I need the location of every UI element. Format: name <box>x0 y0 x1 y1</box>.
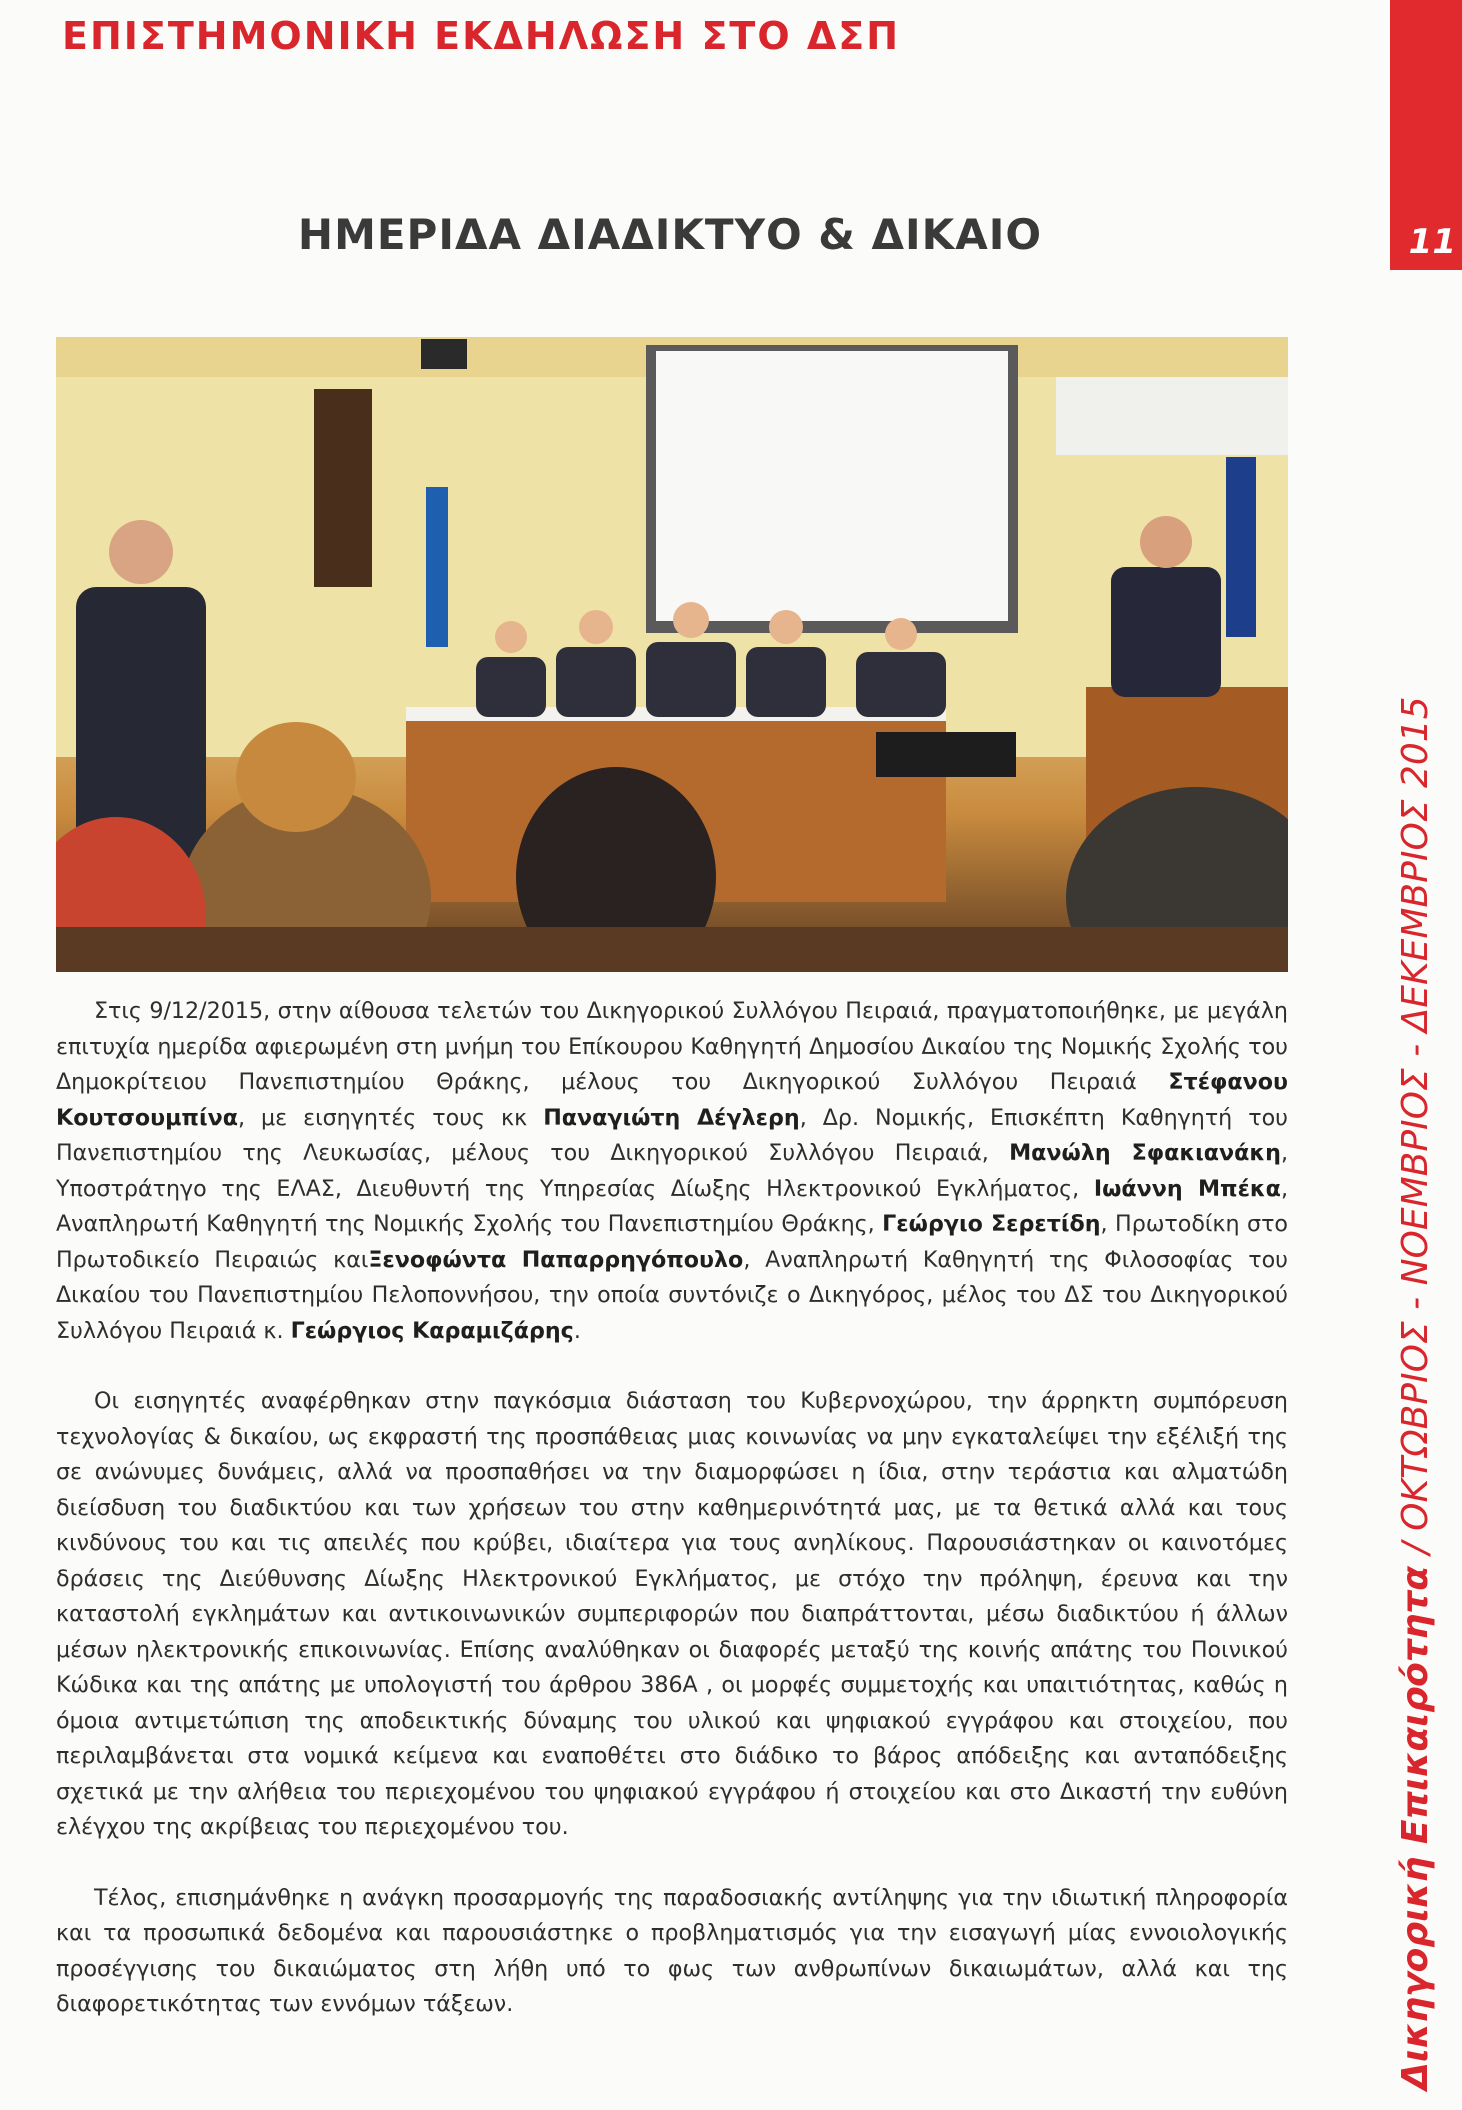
event-photo <box>56 337 1288 972</box>
p1-text-1: Στις 9/12/2015, στην αίθουσα τελετών του Δικηγορικού Συλλόγου Πειραιά, πραγματοποιήθηκε, με μεγάλη επιτυχία ημερίδα αφιερωμένη στη μνήμη του Επίκουρου Καθηγητή Δημοσίου Δικαίου της Νομικής Σχολής του Δημοκρίτειου Πανεπιστημίου Θράκης, μέλους του Δικηγορικού Συλλόγου Πειραιά <box>56 998 1288 1095</box>
paragraph-3: Τέλος, επισημάνθηκε η ανάγκη προσαρμογής της παραδοσιακής αντίληψης για την ιδιωτική πληροφορία και τα προσωπικά δεδομένα και παρουσιάστηκε ο προβληματισμός για την εισαγωγή μίας εννοιολογικής προσέγγισης του δικαιώματος στη λήθη υπό το φως των ανθρωπίνων δικαιωμάτων, αλλά και της διαφορετικότητας των εννόμων τάξεων. <box>56 1884 1288 2017</box>
section-header: ΕΠΙΣΤΗΜΟΝΙΚΗ ΕΚΔΗΛΩΣΗ ΣΤΟ ΔΣΠ <box>62 14 901 58</box>
paragraph-2: Οι εισηγητές αναφέρθηκαν στην παγκόσμια διάσταση του Κυβερνοχώρου, την άρρηκτη συμπόρευση τεχνολογίας & δικαίου, ως εκφραστή της προσπάθειας μιας κοινωνίας να μην εγκαταλείψει την εξέλιξή της σε ανώνυμες δυνάμεις, αλλά να προσπαθήσει να την διαμορφώσει η ίδια, στην τεράστια και αλματώδη διείσδυση του διαδικτύου και των χρήσεων του στην καθημερινότητά μας, με τα θετικά αλλά και τους κινδύνους του και τις απειλές που κρύβει, ιδιαίτερα για τους ανηλίκους. Παρουσιάστηκαν οι καινοτόμες δράσεις της Διεύθυνσης Δίωξης Ηλεκτρονικού Εγκλήματος, με στόχο την πρόληψη, έρευνα και την καταστολή εγκλημάτων και αντικοινωνικών συμπεριφορών που διαπράττονται, μέσω διαδικτύου ή άλλων μέσων ηλεκτρονικής επικοινωνίας. Επίσης αναλύθηκαν οι διαφορές μεταξύ της κοινής απάτης του Ποινικού Κώδικα και της απάτης με υπολογιστή του άρθρου 386Α , οι μορφές συμμετοχής και υπαιτιότητας, καθώς η όμοια αντιμετώπιση της αποδεικτικής δύναμης του υλικού και ψηφιακού εγγράφου και στοιχείου, που περιλαμβάνεται στα νομικά κείμενα και εναποθέτει στο διάδικο το βάρος απόδειξης και ανταπόδειξης σχετικά με την αλήθεια του περιεχομένου του ψηφιακού εγγράφου ή στοιχείου και στο Δικαστή την ευθύνη ελέγχου της ακρίβειας του περιεχομένου του. <box>56 1388 1288 1840</box>
magazine-issue-label <box>1395 696 1436 2090</box>
speaker-name-2: Μανώλη Σφακιανάκη <box>1009 1140 1281 1166</box>
article-title: ΗΜΕΡΙΔΑ ΔΙΑΔΙΚΤΥΟ & ΔΙΚΑΙΟ <box>297 210 1043 259</box>
event-photo-illustration <box>56 337 1288 972</box>
issue-date: ΟΚΤΩΒΡΙΟΣ - ΝΟΕΜΒΡΙΟΣ - ΔΕΚΕΜΒΡΙΟΣ 2015 <box>1395 696 1436 1531</box>
p1-text-4: , Υποστράτηγο της ΕΛΑΣ, Διευθυντή της Υπηρεσίας Δίωξης Ηλεκτρονικού Εγκλήματος, <box>56 1140 1288 1202</box>
p1-text-8: . <box>573 1317 581 1344</box>
magazine-name: Δικηγορική Επικαιρότητα <box>1395 1565 1436 2090</box>
article-body <box>56 994 1288 2058</box>
paragraph-1 <box>56 994 1288 1349</box>
page-tab <box>1390 0 1462 270</box>
speaker-name-5: Ξενοφώντα Παπαρρηγόπουλο <box>368 1246 744 1273</box>
page-number: 11 <box>1408 222 1456 262</box>
p1-text-6: , Πρωτοδίκη στο Πρωτοδικείο Πειραιώς και <box>56 1211 1289 1273</box>
speaker-name-4: Γεώργιο Σερετίδη <box>882 1211 1101 1237</box>
p1-text-5: , Αναπληρωτή Καθηγητή της Νομικής Σχολής του Πανεπιστημίου Θράκης, <box>56 1175 1288 1237</box>
moderator-name: Γεώργιος Καραμιζάρης <box>290 1317 574 1344</box>
issue-separator: / <box>1395 1530 1436 1566</box>
p1-text-2: , με εισηγητές τους κκ <box>237 1104 544 1131</box>
honoree-name: Στέφανου Κουτσουμπίνα <box>56 1069 1288 1131</box>
p1-text-3: , Δρ. Νομικής, Επισκέπτη Καθηγητή του Πανεπιστημίου της Λευκωσίας, μέλους του Δικηγορικού Συλλόγου Πειραιά, <box>56 1104 1288 1166</box>
speaker-name-1: Παναγιώτη Δέγλερη <box>543 1104 800 1131</box>
p1-text-7: , Αναπληρωτή Καθηγητή της Φιλοσοφίας του Δικαίου του Πανεπιστημίου Πελοποννήσου, την οποία συντόνιζε ο Δικηγόρος, μέλος του ΔΣ του Δικηγορικού Συλλόγου Πειραιά κ. <box>56 1246 1288 1344</box>
speaker-name-3: Ιωάννη Μπέκα <box>1093 1175 1281 1202</box>
